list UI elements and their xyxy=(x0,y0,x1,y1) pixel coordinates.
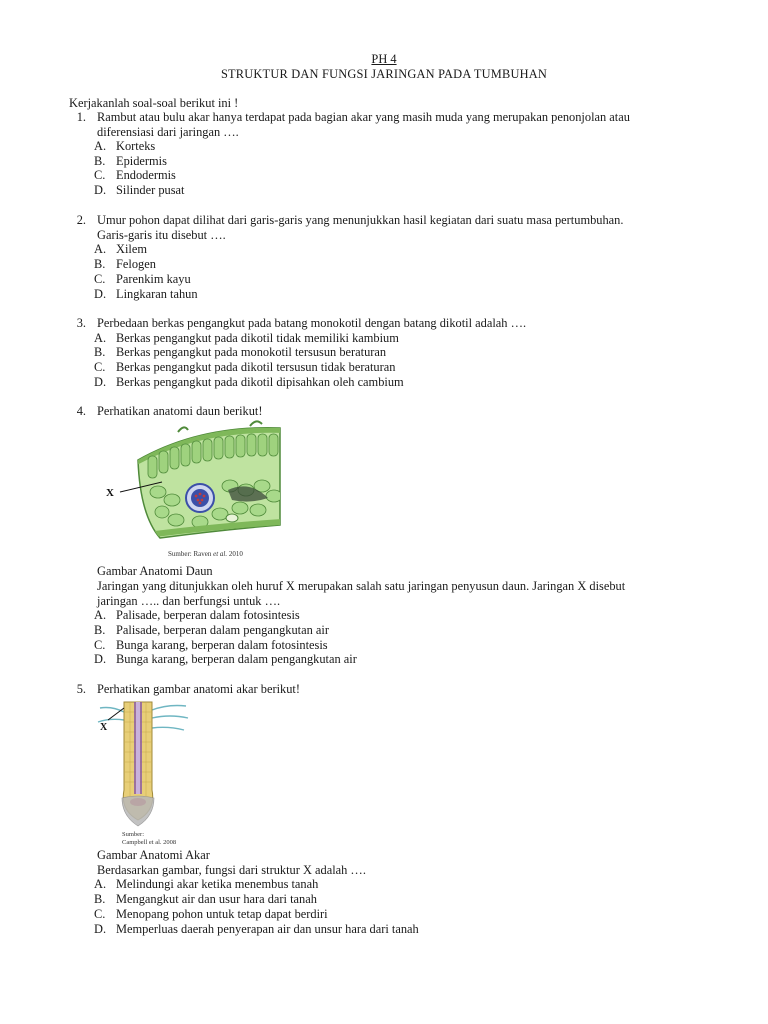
question-number: 3. xyxy=(76,316,86,330)
option-text: Melindungi akar ketika menembus tanah xyxy=(116,877,319,891)
root-figure-source-line2: Campbell et al. 2008 xyxy=(122,839,177,846)
option-letter: A. xyxy=(94,139,107,153)
question-text-line: jaringan ….. dan berfungsi untuk …. xyxy=(97,594,281,608)
option-text: Parenkim kayu xyxy=(116,272,191,286)
root-anatomy-figure xyxy=(96,698,196,848)
question-text-line: Perbedaan berkas pengangkut pada batang monokotil dengan batang dikotil adalah …. xyxy=(97,316,527,330)
option-text: Memperluas daerah penyerapan air dan unsur hara dari tanah xyxy=(116,922,419,936)
option-letter: A. xyxy=(94,331,107,345)
question-text-line: Perhatikan gambar anatomi akar berikut! xyxy=(97,682,300,696)
option-text: Xilem xyxy=(116,242,147,256)
option-text: Felogen xyxy=(116,257,156,271)
question-text-line: Berdasarkan gambar, fungsi dari struktur X adalah …. xyxy=(97,863,366,877)
question-text-line: Rambut atau bulu akar hanya terdapat pada bagian akar yang masih muda yang merupakan penonjolan atau xyxy=(97,110,630,124)
option-letter: D. xyxy=(94,922,107,936)
option-text: Epidermis xyxy=(116,154,167,168)
instruction-text: Kerjakanlah soal-soal berikut ini ! xyxy=(69,96,239,110)
option-text: Menopang pohon untuk tetap dapat berdiri xyxy=(116,907,328,921)
question-text-line: Garis-garis itu disebut …. xyxy=(97,228,226,242)
option-letter: C. xyxy=(94,272,106,286)
option-text: Endodermis xyxy=(116,168,176,182)
question-number: 1. xyxy=(76,110,86,124)
root-figure-source-line1: Sumber: xyxy=(122,831,145,838)
worksheet-title: STRUKTUR DAN FUNGSI JARINGAN PADA TUMBUHAN xyxy=(220,67,548,81)
option-letter: B. xyxy=(94,257,106,271)
option-letter: C. xyxy=(94,907,106,921)
option-letter: B. xyxy=(94,154,106,168)
leaf-anatomy-figure xyxy=(100,420,285,562)
leaf-label-x: X xyxy=(106,487,114,499)
option-letter: C. xyxy=(94,360,106,374)
question-text-line: Jaringan yang ditunjukkan oleh huruf X merupakan salah satu jaringan penyusun daun. Jaringan X disebut xyxy=(97,579,626,593)
option-text: Palisade, berperan dalam fotosintesis xyxy=(116,608,300,622)
question-text-line: Perhatikan anatomi daun berikut! xyxy=(97,404,263,418)
option-letter: B. xyxy=(94,345,106,359)
option-text: Berkas pengangkut pada dikotil tersusun tidak beraturan xyxy=(116,360,396,374)
question-number: 2. xyxy=(76,213,86,227)
option-text: Bunga karang, berperan dalam fotosintesis xyxy=(116,638,328,652)
worksheet-code: PH 4 xyxy=(371,52,397,66)
question-number: 4. xyxy=(76,404,86,418)
option-text: Korteks xyxy=(116,139,156,153)
option-text: Berkas pengangkut pada dikotil tidak memiliki kambium xyxy=(116,331,399,345)
option-letter: A. xyxy=(94,242,107,256)
option-letter: A. xyxy=(94,608,107,622)
figure-caption: Gambar Anatomi Daun xyxy=(97,564,213,578)
option-text: Bunga karang, berperan dalam pengangkutan air xyxy=(116,652,357,666)
leaf-figure-source: Sumber: Raven et al. 2010 xyxy=(168,550,243,558)
option-letter: A. xyxy=(94,877,107,891)
option-text: Berkas pengangkut pada dikotil dipisahkan oleh cambium xyxy=(116,375,404,389)
root-label-x: X xyxy=(100,722,108,733)
question-text-line: diferensiasi dari jaringan …. xyxy=(97,125,239,139)
figure-caption: Gambar Anatomi Akar xyxy=(97,848,210,862)
option-letter: C. xyxy=(94,168,106,182)
question-number: 5. xyxy=(76,682,86,696)
option-text: Palisade, berperan dalam pengangkutan air xyxy=(116,623,329,637)
option-letter: D. xyxy=(94,287,107,301)
option-letter: B. xyxy=(94,623,106,637)
option-text: Berkas pengangkut pada monokotil tersusun beraturan xyxy=(116,345,387,359)
question-text-line: Umur pohon dapat dilihat dari garis-garis yang menunjukkan hasil kegiatan dari suatu masa pertumbuhan. xyxy=(97,213,624,227)
option-letter: D. xyxy=(94,183,107,197)
option-letter: B. xyxy=(94,892,106,906)
option-letter: C. xyxy=(94,638,106,652)
option-text: Silinder pusat xyxy=(116,183,185,197)
option-letter: D. xyxy=(94,375,107,389)
option-text: Lingkaran tahun xyxy=(116,287,198,301)
option-letter: D. xyxy=(94,652,107,666)
option-text: Mengangkut air dan usur hara dari tanah xyxy=(116,892,317,906)
